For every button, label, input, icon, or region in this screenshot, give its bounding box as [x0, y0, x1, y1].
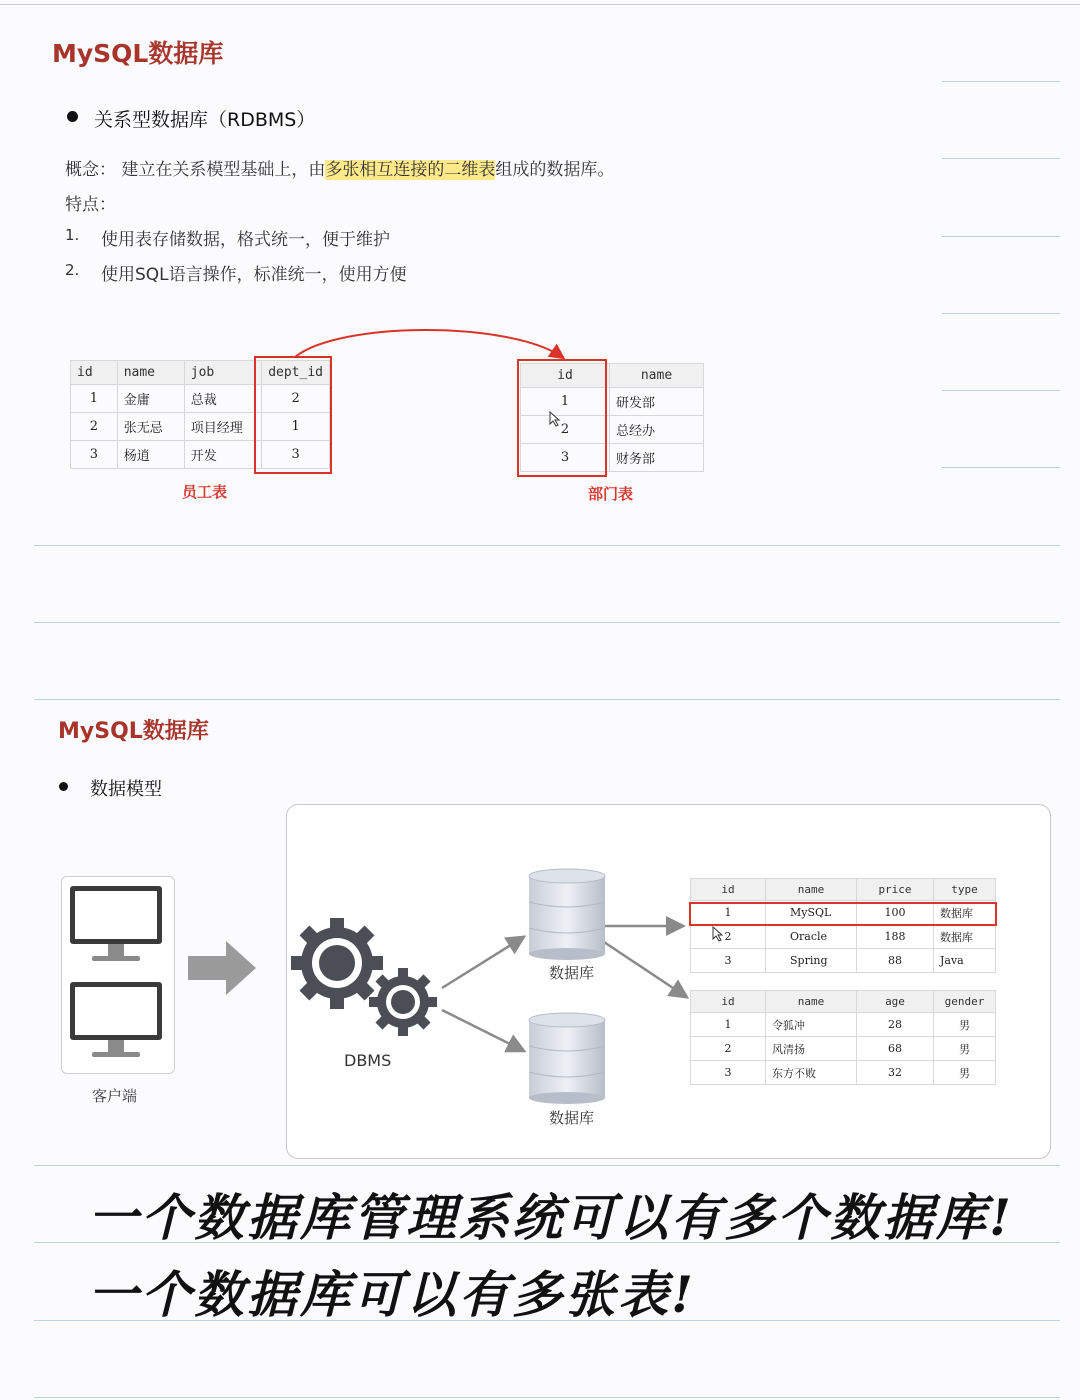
note-rule — [942, 81, 1060, 82]
cell: 2 — [521, 416, 610, 444]
cell: Spring — [766, 949, 857, 973]
cell: 2 — [691, 925, 766, 949]
concept-suffix: 组成的数据库。 — [495, 160, 615, 180]
cell: 28 — [857, 1013, 934, 1037]
cell: Oracle — [766, 925, 857, 949]
person-table — [690, 990, 996, 1085]
cell: 数据库 — [934, 901, 996, 925]
cell: 2 — [262, 385, 330, 413]
table-row — [691, 925, 996, 949]
cursor-icon — [712, 926, 724, 942]
database-label: 数据库 — [549, 1109, 595, 1127]
cell: 88 — [857, 949, 934, 973]
table-row — [691, 1013, 996, 1037]
dept-table-caption: 部门表 — [588, 485, 634, 503]
concept-line — [65, 155, 614, 180]
concept-highlight: 多张相互连接的二维表 — [325, 160, 496, 180]
cell: 1 — [691, 901, 766, 925]
col-header: id — [71, 361, 118, 385]
feature-item: 使用表存储数据，格式统一，便于维护 — [101, 230, 390, 250]
col-header: type — [934, 879, 996, 901]
col-header: dept_id — [262, 361, 330, 385]
slide2-bullet: 数据模型 — [90, 779, 162, 800]
database-icon — [527, 868, 607, 960]
bullet-dot — [59, 782, 68, 791]
col-header: id — [691, 991, 766, 1013]
cell: 张无忌 — [117, 413, 184, 441]
note-rule — [942, 236, 1060, 237]
top-rule — [0, 4, 1080, 5]
cell: 2 — [691, 1037, 766, 1061]
cell: 2 — [71, 413, 118, 441]
cell: 1 — [71, 385, 118, 413]
cell: 风清扬 — [766, 1037, 857, 1061]
gears-icon — [290, 918, 445, 1043]
cell: 金庸 — [117, 385, 184, 413]
note-rule — [34, 545, 1060, 546]
col-header: name — [766, 991, 857, 1013]
slide2-title: MySQL数据库 — [58, 719, 209, 744]
cell: 3 — [71, 441, 118, 469]
database-label: 数据库 — [549, 964, 595, 982]
monitor-icon — [68, 884, 164, 968]
col-header: gender — [934, 991, 996, 1013]
note-rule — [942, 158, 1060, 159]
col-header: name — [117, 361, 184, 385]
features-label: 特点： — [65, 195, 116, 215]
dept-pk-highlight-box — [517, 359, 607, 477]
table-row — [691, 1061, 996, 1085]
feature-num: 1. — [65, 226, 80, 244]
col-header: name — [766, 879, 857, 901]
cell: 男 — [934, 1013, 996, 1037]
cell: 东方不败 — [766, 1061, 857, 1085]
handwritten-note-1: 一个数据库管理系统可以有多个数据库! — [88, 1188, 1014, 1247]
col-header: name — [610, 364, 704, 388]
feature-item: 使用SQL语言操作，标准统一，使用方便 — [101, 265, 407, 285]
handwritten-note-2: 一个数据库可以有多张表! — [88, 1265, 696, 1324]
cell: 开发 — [184, 441, 261, 469]
cursor-icon — [549, 411, 561, 427]
cell: 数据库 — [934, 925, 996, 949]
note-rule — [942, 467, 1060, 468]
cell: 总裁 — [184, 385, 261, 413]
note-rule — [34, 699, 1060, 700]
cell: 项目经理 — [184, 413, 261, 441]
note-rule — [34, 1165, 1060, 1166]
cell: 研发部 — [610, 388, 704, 416]
dbms-label: DBMS — [344, 1051, 392, 1070]
cell: 3 — [262, 441, 330, 469]
cell: 3 — [691, 1061, 766, 1085]
cell: 男 — [934, 1037, 996, 1061]
dept-id-highlight-box — [254, 356, 332, 474]
cell: 1 — [521, 388, 610, 416]
cell: 杨逍 — [117, 441, 184, 469]
cell: 总经办 — [610, 416, 704, 444]
col-header: price — [857, 879, 934, 901]
monitor-icon — [68, 980, 164, 1064]
table-row — [691, 949, 996, 973]
cell: MySQL — [766, 901, 857, 925]
cell: 68 — [857, 1037, 934, 1061]
note-rule — [942, 313, 1060, 314]
cell: 1 — [691, 1013, 766, 1037]
concept-prefix: 概念： 建立在关系模型基础上，由 — [65, 160, 326, 180]
col-header: id — [521, 364, 610, 388]
col-header: id — [691, 879, 766, 901]
slide1-bullet: 关系型数据库（RDBMS） — [94, 109, 316, 131]
slide1-title: MySQL数据库 — [52, 39, 224, 68]
bullet-dot — [67, 111, 78, 122]
note-rule — [34, 1397, 1060, 1398]
cell: 3 — [521, 444, 610, 472]
feature-num: 2. — [65, 261, 80, 279]
row-highlight-box — [689, 902, 997, 926]
cell: 3 — [691, 949, 766, 973]
client-label: 客户端 — [92, 1087, 138, 1105]
cell: 财务部 — [610, 444, 704, 472]
col-header: age — [857, 991, 934, 1013]
cell: 188 — [857, 925, 934, 949]
note-rule — [942, 390, 1060, 391]
employee-table-caption: 员工表 — [182, 483, 228, 501]
col-header: job — [184, 361, 261, 385]
cell: Java — [934, 949, 996, 973]
cell: 令狐冲 — [766, 1013, 857, 1037]
table-row — [691, 1037, 996, 1061]
cell: 100 — [857, 901, 934, 925]
database-icon — [527, 1012, 607, 1104]
arrow-right-icon — [186, 938, 260, 998]
cell: 男 — [934, 1061, 996, 1085]
cell: 1 — [262, 413, 330, 441]
note-rule — [34, 622, 1060, 623]
cell: 32 — [857, 1061, 934, 1085]
